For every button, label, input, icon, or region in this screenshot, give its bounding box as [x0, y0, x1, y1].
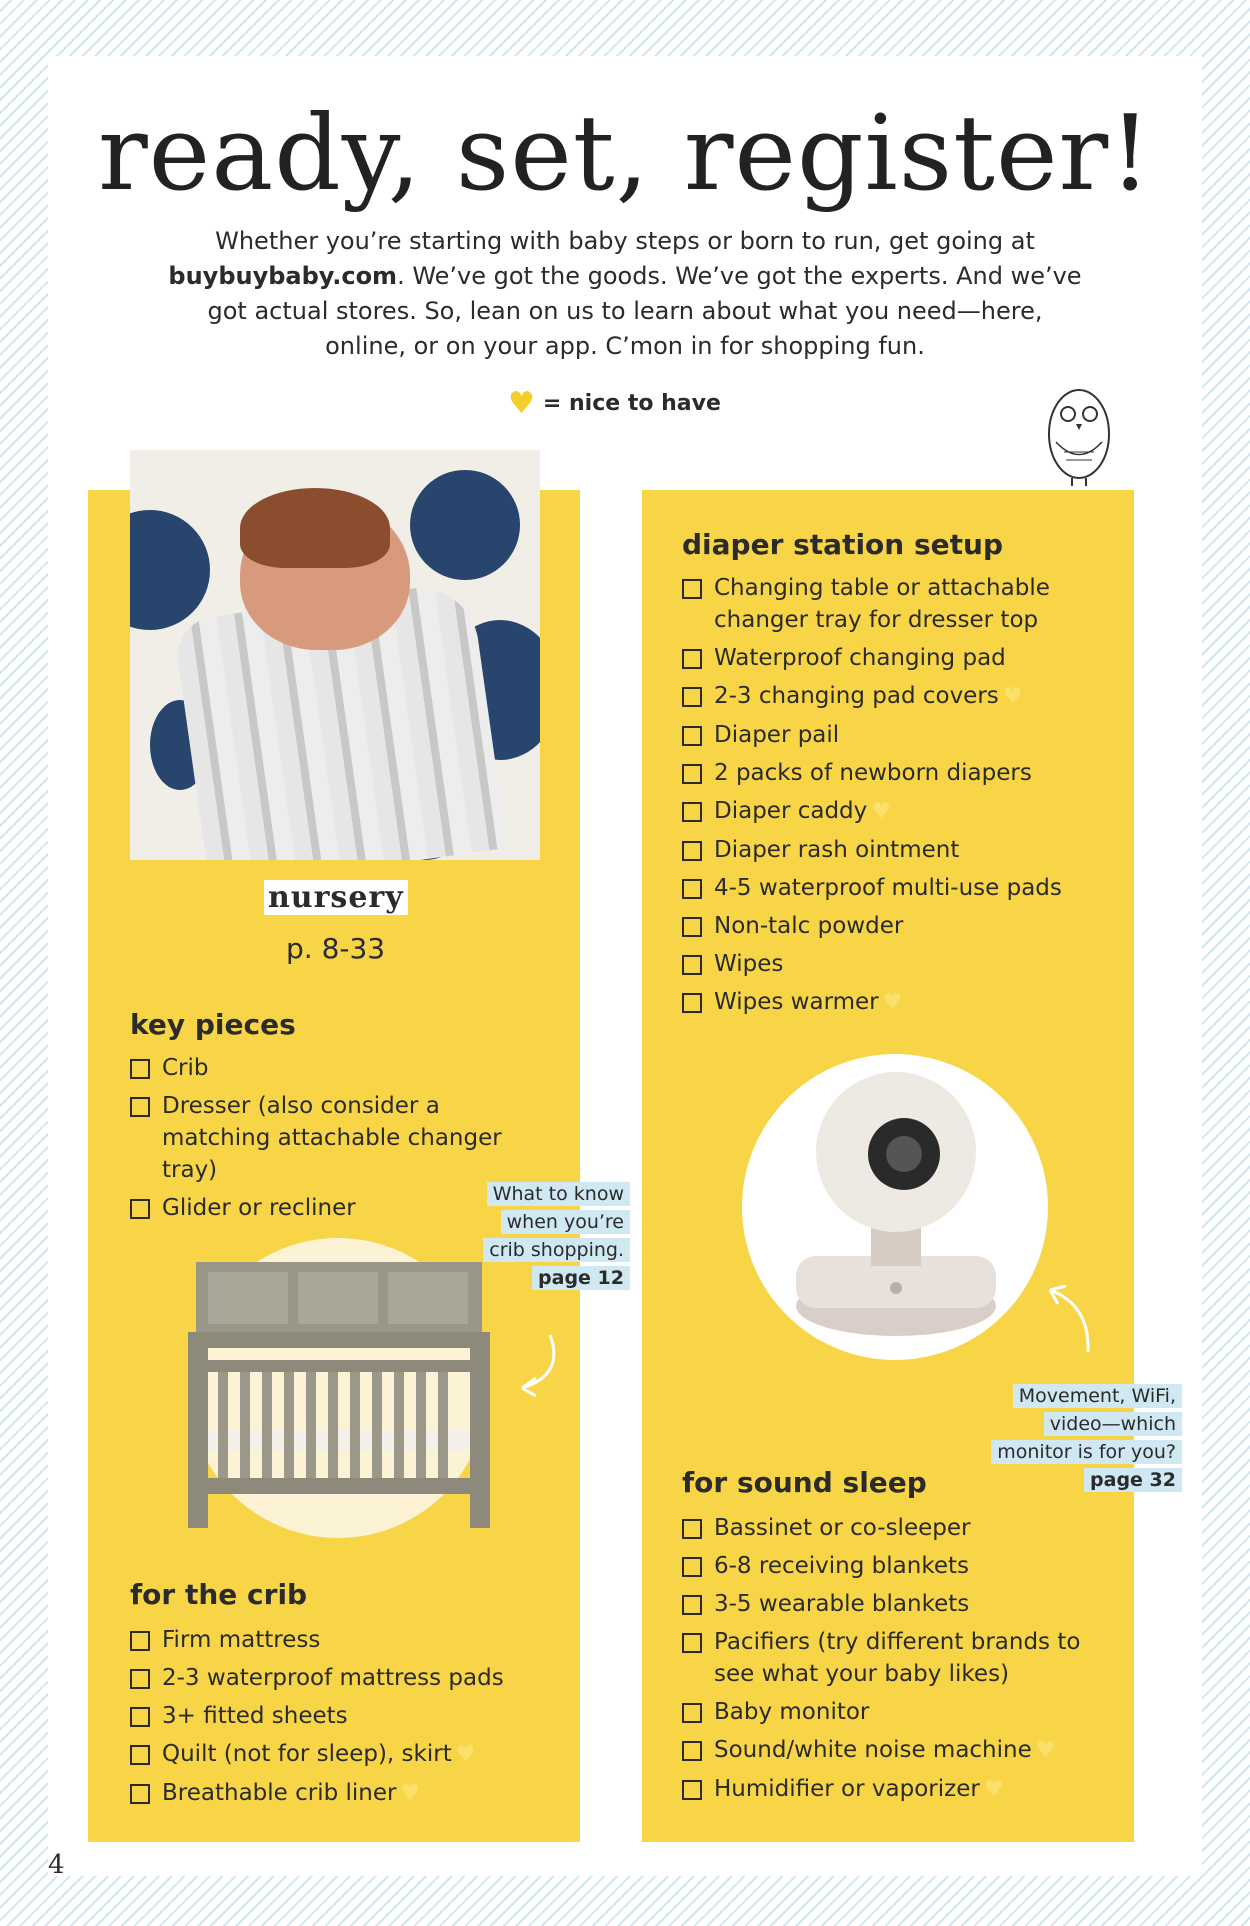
checklist-item-label: Wipes — [714, 951, 784, 977]
checklist-item[interactable] — [682, 572, 1112, 636]
intro-line-4: online, or on your app. C’mon in for shopping fun. — [325, 332, 925, 360]
monitor-callout-line-3: monitor is for you? — [991, 1440, 1182, 1464]
checklist-item-label: Firm mattress — [162, 1627, 321, 1653]
monitor-callout-line-1: Movement, WiFi, — [1013, 1384, 1182, 1408]
heart-icon: ♥ — [508, 386, 535, 421]
checklist-item-label: 2-3 waterproof mattress pads — [162, 1665, 504, 1691]
crib-callout-line-2: when you’re — [501, 1210, 630, 1234]
crib-callout-line-3: crib shopping. — [483, 1238, 630, 1262]
checklist-item[interactable] — [682, 1550, 1102, 1582]
heart-icon: ♥ — [400, 1781, 421, 1806]
checklist-item[interactable] — [682, 1588, 1102, 1620]
checklist-item[interactable] — [130, 1777, 560, 1810]
checklist-item-label: 3-5 wearable blankets — [714, 1591, 970, 1617]
checklist-item-label: Pacifiers (try different brands to see what your baby likes) — [714, 1629, 1081, 1687]
crib-image — [188, 1260, 498, 1540]
sound-sleep-list — [682, 1512, 1102, 1812]
arrow-icon-2 — [1040, 1280, 1100, 1360]
checklist-item[interactable] — [682, 834, 1112, 866]
checklist-item[interactable] — [682, 1512, 1102, 1544]
checklist-item[interactable] — [682, 1626, 1102, 1690]
checklist-item-label: Quilt (not for sleep), skirt — [162, 1741, 452, 1767]
checklist-item-label: Diaper rash ointment — [714, 837, 960, 863]
baby-photo — [130, 450, 540, 860]
checklist-item-label: Wipes warmer — [714, 989, 879, 1015]
crib-page-link[interactable]: page 12 — [532, 1266, 630, 1290]
checklist-item-label: Diaper pail — [714, 722, 840, 748]
checklist-item[interactable] — [682, 757, 1112, 789]
checklist-item-label: 6-8 receiving blankets — [714, 1553, 969, 1579]
checklist-item-label: Sound/white noise machine — [714, 1737, 1032, 1763]
sound-sleep-title: for sound sleep — [682, 1466, 927, 1499]
legend — [508, 386, 721, 421]
checklist-item-label: Breathable crib liner — [162, 1780, 397, 1806]
intro-paragraph — [140, 224, 1110, 364]
checklist-item[interactable] — [682, 986, 1112, 1019]
checklist-item-label: Dresser (also consider a matching attachable changer tray) — [162, 1093, 502, 1183]
crib-callout-line-1: What to know — [487, 1182, 630, 1206]
checklist-item[interactable] — [130, 1700, 560, 1732]
checklist-item-label: Bassinet or co-sleeper — [714, 1515, 971, 1541]
checklist-item[interactable] — [130, 1052, 550, 1084]
checklist-item-label: Waterproof changing pad — [714, 645, 1006, 671]
checklist-item[interactable] — [130, 1624, 560, 1656]
for-the-crib-title: for the crib — [130, 1578, 308, 1611]
checklist-item-label: Diaper caddy — [714, 798, 868, 824]
heart-icon: ♥ — [455, 1742, 476, 1767]
checklist-item-label: Changing table or attachable changer tray for dresser top — [714, 575, 1050, 633]
checklist-item-label: Crib — [162, 1055, 209, 1081]
page-number: 4 — [48, 1850, 65, 1880]
intro-line-2: . We’ve got the goods. We’ve got the experts. And we’ve — [397, 262, 1082, 290]
nursery-pages: p. 8-33 — [286, 932, 386, 965]
checklist-item[interactable] — [130, 1090, 550, 1186]
checklist-item[interactable] — [682, 719, 1112, 751]
checklist-item-label: Baby monitor — [714, 1699, 870, 1725]
checklist-item[interactable] — [682, 948, 1112, 980]
checklist-item[interactable] — [682, 680, 1112, 713]
diaper-station-list — [682, 572, 1112, 1025]
site-link[interactable]: buybuybaby.com — [168, 262, 398, 290]
checklist-item-label: 3+ fitted sheets — [162, 1703, 348, 1729]
checklist-item[interactable] — [682, 1696, 1102, 1728]
intro-line-1: Whether you’re starting with baby steps or born to run, get going at — [215, 227, 1035, 255]
checklist-item-label: 2-3 changing pad covers — [714, 683, 999, 709]
owl-illustration — [1036, 372, 1122, 490]
intro-line-3: got actual stores. So, lean on us to learn about what you need—here, — [207, 297, 1043, 325]
baby-monitor-image — [776, 1066, 1016, 1356]
legend-label: = nice to have — [542, 391, 721, 416]
crib-callout — [480, 1182, 630, 1294]
heart-icon: ♥ — [983, 1777, 1004, 1802]
monitor-callout — [972, 1384, 1182, 1496]
arrow-icon — [510, 1330, 570, 1400]
checklist-item[interactable] — [682, 910, 1112, 942]
nursery-title: nursery — [264, 880, 408, 915]
checklist-item-label: 4-5 waterproof multi-use pads — [714, 875, 1062, 901]
checklist-item[interactable] — [682, 1734, 1102, 1767]
checklist-item[interactable] — [682, 872, 1112, 904]
heart-icon: ♥ — [882, 990, 903, 1015]
key-pieces-title: key pieces — [130, 1008, 296, 1041]
for-the-crib-list — [130, 1624, 560, 1816]
checklist-item[interactable] — [682, 642, 1112, 674]
checklist-item-label: Glider or recliner — [162, 1195, 356, 1221]
checklist-item[interactable] — [682, 1773, 1102, 1806]
page-title: ready, set, register! — [97, 92, 1153, 214]
checklist-item-label: Non-talc powder — [714, 913, 904, 939]
monitor-callout-line-2: video—which — [1044, 1412, 1182, 1436]
heart-icon: ♥ — [1002, 684, 1023, 709]
checklist-item[interactable] — [130, 1738, 560, 1771]
monitor-page-link[interactable]: page 32 — [1084, 1468, 1182, 1492]
heart-icon: ♥ — [1035, 1738, 1056, 1763]
checklist-item-label: Humidifier or vaporizer — [714, 1776, 980, 1802]
checklist-item[interactable] — [130, 1662, 560, 1694]
checklist-item-label: 2 packs of newborn diapers — [714, 760, 1032, 786]
checklist-item[interactable] — [682, 795, 1112, 828]
heart-icon: ♥ — [871, 799, 891, 824]
diaper-station-title: diaper station setup — [682, 528, 1003, 561]
